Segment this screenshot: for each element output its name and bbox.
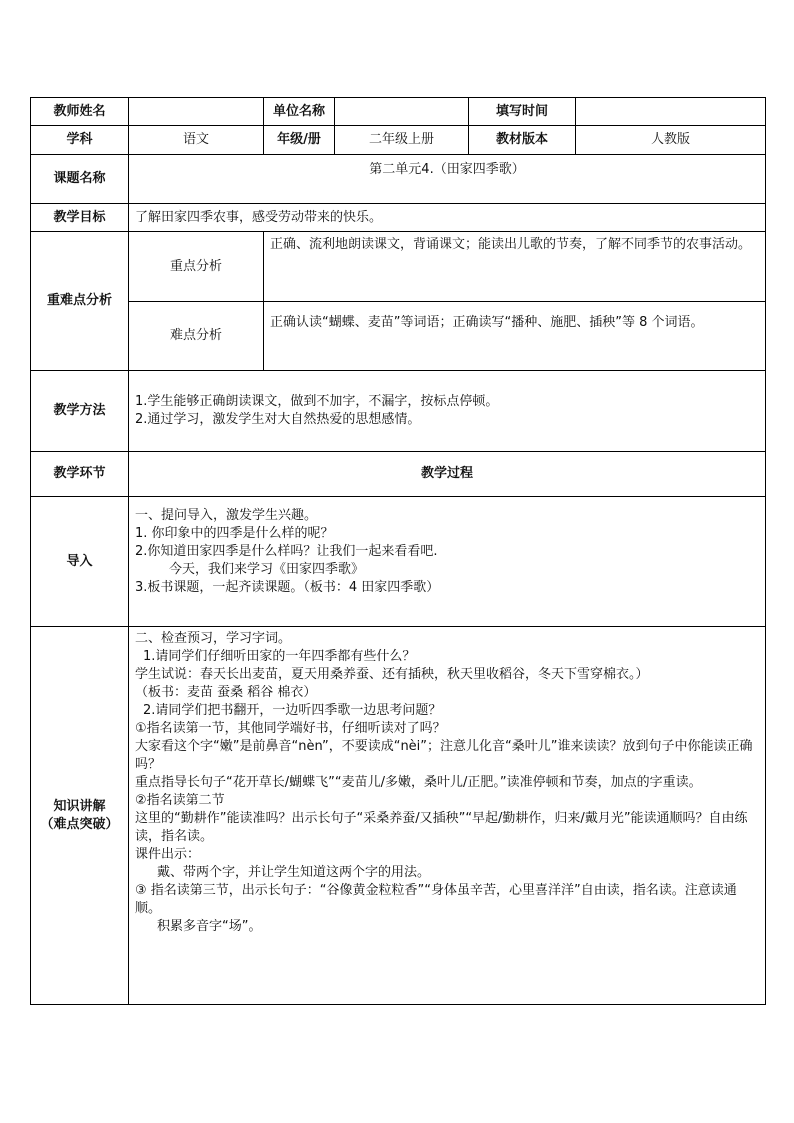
knowledge-line: 课件出示： [135, 847, 201, 862]
knowledge-line: 学生试说：春天长出麦苗，夏天用桑养蚕、还有插秧，秋天里收稻谷，冬天下雪穿棉衣。） [135, 667, 649, 682]
intro-row [31, 497, 766, 627]
knowledge-line: （板书：麦苗 蚕桑 稻谷 棉衣） [135, 685, 317, 700]
subject-label: 学科 [31, 126, 129, 155]
intro-line: 2.你知道田家四季是什么样吗？让我们一起来看看吧. [135, 544, 438, 559]
goal-label: 教学目标 [31, 204, 129, 232]
fill-date-label: 填写时间 [469, 98, 576, 126]
knowledge-line: 二、检查预习，学习字词。 [135, 631, 292, 646]
teacher-name-value [129, 98, 264, 126]
intro-line: 一、提问导入，激发学生兴趣。 [135, 508, 318, 523]
intro-content [129, 497, 766, 627]
knowledge-label-cell [31, 627, 129, 1005]
analysis-key-row [31, 232, 766, 302]
intro-line: 今天，我们来学习《田家四季歌》 [169, 562, 365, 577]
teacher-name-label: 教师姓名 [31, 98, 129, 126]
knowledge-line: ①指名读第一节，其他同学端好书，仔细听读对了吗？ [135, 721, 446, 736]
intro-line: 1. 你印象中的四季是什么样的呢？ [135, 526, 334, 541]
knowledge-line: 积累多音字“场”。 [157, 919, 262, 934]
goal-row [31, 204, 766, 232]
unit-name-label: 单位名称 [264, 98, 335, 126]
topic-row [31, 155, 766, 204]
header-row-1 [31, 98, 766, 126]
analysis-hard-row [31, 302, 766, 371]
knowledge-line: 戴、带两个字，并让学生知道这两个字的用法。 [157, 865, 431, 880]
knowledge-line: 1.请同学们仔细听田家的一年四季都有些什么？ [143, 649, 416, 664]
topic-value: 第二单元4.（田家四季歌） [129, 155, 766, 204]
knowledge-line: 这里的“勤耕作”能读准吗？出示长句子“采桑养蚕/又插秧”“早起/勤耕作，归来/戴月光”能读通顺吗？自由练读，指名读。 [135, 811, 748, 844]
knowledge-line: 2.请同学们把书翻开，一边听四季歌一边思考问题？ [143, 703, 442, 718]
edition-value: 人教版 [576, 126, 766, 155]
method-content [129, 371, 766, 452]
subject-value: 语文 [129, 126, 264, 155]
grade-label: 年级/册 [264, 126, 335, 155]
method-label: 教学方法 [31, 371, 129, 452]
knowledge-label: 知识讲解 [53, 798, 106, 814]
knowledge-row [31, 627, 766, 1005]
method-line: 1.学生能够正确朗读课文，做到不加字，不漏字，按标点停顿。 [135, 394, 499, 409]
knowledge-content [129, 627, 766, 1005]
fill-date-value [576, 98, 766, 126]
method-line: 2.通过学习，激发学生对大自然热爱的思想感情。 [135, 412, 421, 427]
header-row-2 [31, 126, 766, 155]
topic-label: 课题名称 [31, 155, 129, 204]
key-analysis-value: 正确、流利地朗读课文，背诵课文；能读出儿歌的节奏，了解不同季节的农事活动。 [264, 232, 766, 302]
process-header-row [31, 452, 766, 497]
hard-analysis-label: 难点分析 [129, 302, 264, 371]
goal-value: 了解田家四季农事，感受劳动带来的快乐。 [129, 204, 766, 232]
lesson-plan-table [30, 97, 766, 1005]
knowledge-line: ③ 指名读第三节，出示长句子：“谷像黄金粒粒香”“身体虽辛苦，心里喜洋洋”自由读，指名读。注意读通顺。 [135, 883, 737, 916]
grade-value: 二年级上册 [335, 126, 469, 155]
analysis-label: 重难点分析 [31, 232, 129, 371]
process-step-label: 教学环节 [31, 452, 129, 497]
key-analysis-label: 重点分析 [129, 232, 264, 302]
knowledge-sublabel: （难点突破） [40, 816, 119, 832]
method-row [31, 371, 766, 452]
process-label: 教学过程 [129, 452, 766, 497]
intro-label: 导入 [31, 497, 129, 627]
hard-analysis-value: 正确认读“蝴蝶、麦苗”等词语；正确读写“播种、施肥、插秧”等 8 个词语。 [264, 302, 766, 371]
knowledge-line: 大家看这个字“嫩”是前鼻音“nèn”，不要读成“nèi”；注意儿化音“桑叶儿”谁来读读？放到句子中你能读正确吗？ [135, 739, 753, 772]
unit-name-value [335, 98, 469, 126]
knowledge-line: ②指名读第二节 [135, 793, 225, 808]
edition-label: 教材版本 [469, 126, 576, 155]
intro-line: 3.板书课题，一起齐读课题。（板书：4 田家四季歌） [135, 580, 440, 595]
knowledge-line: 重点指导长句子“花开草长/蝴蝶飞”“麦苗儿/多嫩，桑叶儿/正肥。”读准停顿和节奏，加点的字重读。 [135, 775, 702, 790]
